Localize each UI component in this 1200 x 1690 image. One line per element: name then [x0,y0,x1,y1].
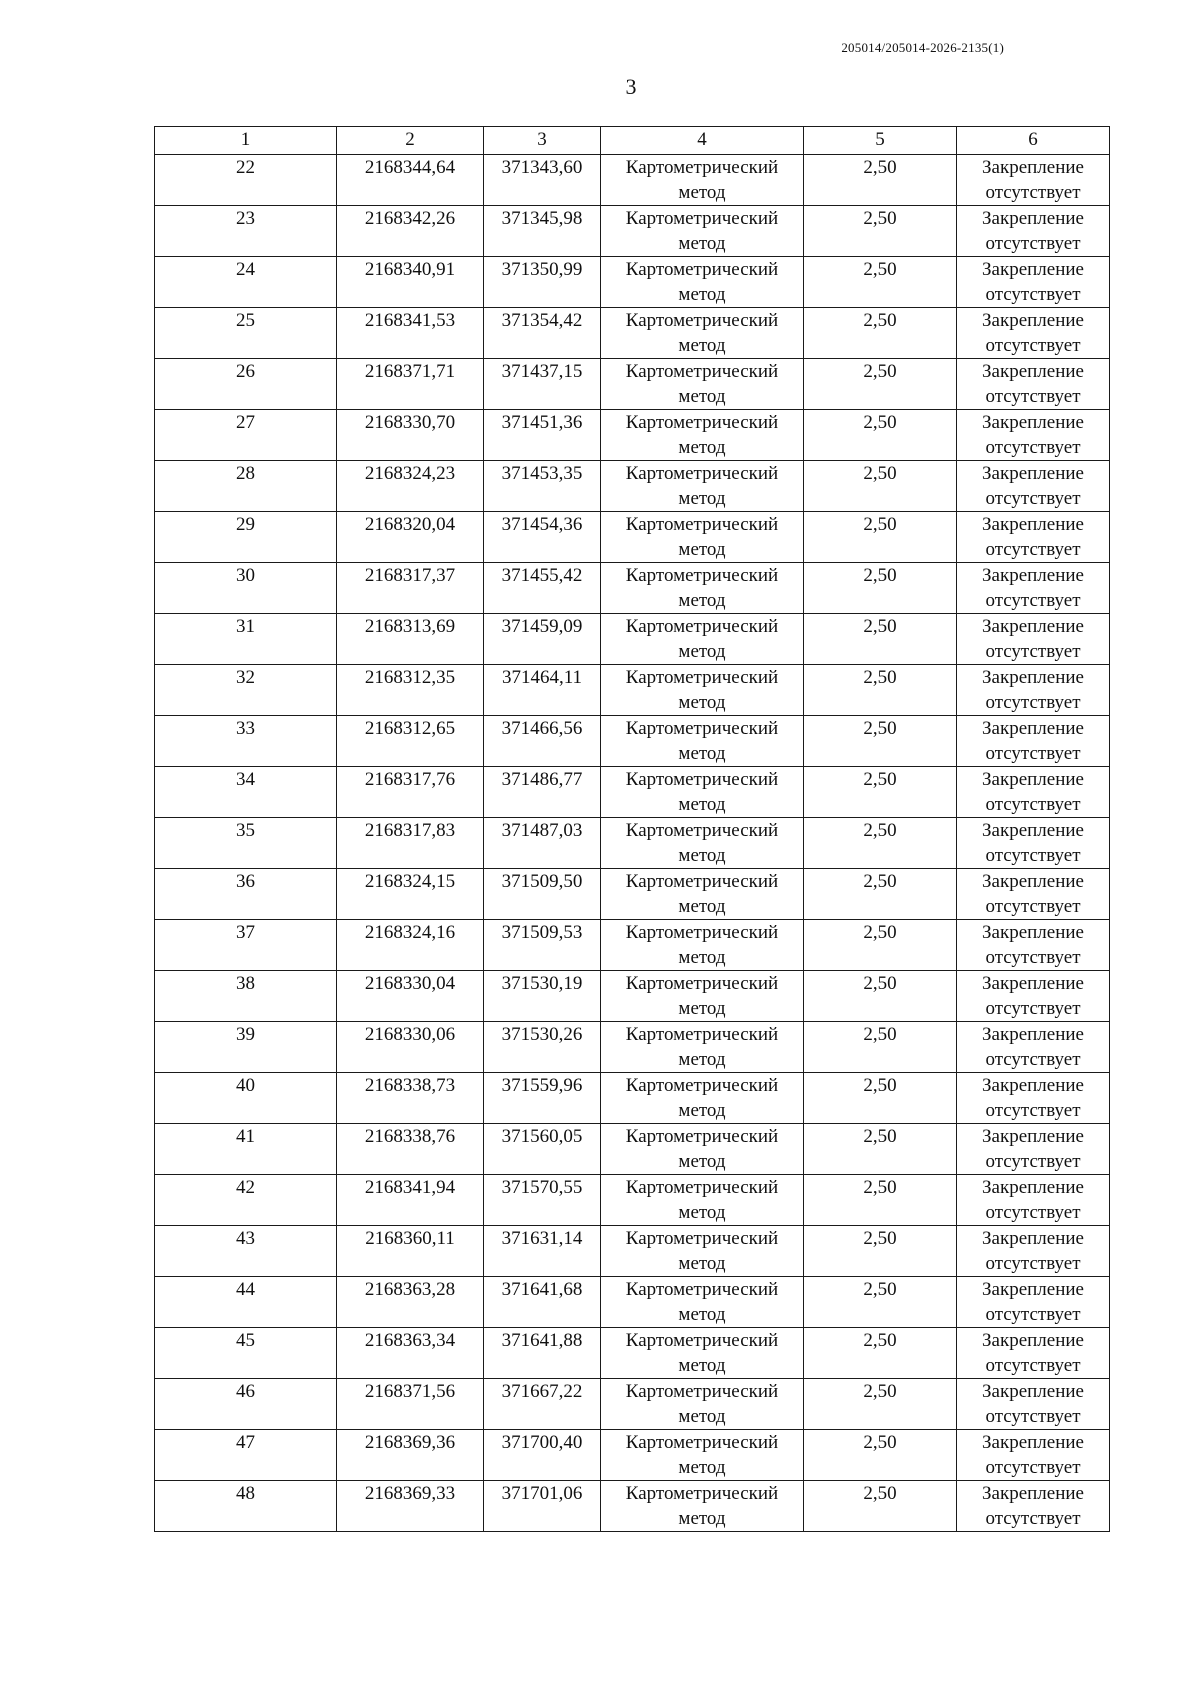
precision-cell: 2,50 [804,1430,957,1481]
column-header: 5 [804,127,957,155]
precision-cell: 2,50 [804,308,957,359]
y-coordinate-cell: 371343,60 [484,155,601,206]
method-cell: Картометрический метод [601,563,804,614]
x-coordinate-cell: 2168369,33 [337,1481,484,1532]
column-header: 4 [601,127,804,155]
x-coordinate-cell: 2168330,06 [337,1022,484,1073]
method-cell: Картометрический метод [601,716,804,767]
x-coordinate-cell: 2168330,70 [337,410,484,461]
fixation-cell: Закрепление отсутствует [957,1073,1110,1124]
x-coordinate-cell: 2168344,64 [337,155,484,206]
method-cell: Картометрический метод [601,1124,804,1175]
method-cell: Картометрический метод [601,1226,804,1277]
fixation-cell: Закрепление отсутствует [957,767,1110,818]
precision-cell: 2,50 [804,614,957,665]
fixation-cell: Закрепление отсутствует [957,1481,1110,1532]
method-cell: Картометрический метод [601,512,804,563]
y-coordinate-cell: 371459,09 [484,614,601,665]
precision-cell: 2,50 [804,359,957,410]
method-cell: Картометрический метод [601,1175,804,1226]
table-row [155,1073,1110,1124]
fixation-cell: Закрепление отсутствует [957,206,1110,257]
point-number-cell: 48 [155,1481,337,1532]
table-row [155,308,1110,359]
fixation-cell: Закрепление отсутствует [957,359,1110,410]
precision-cell: 2,50 [804,665,957,716]
point-number-cell: 27 [155,410,337,461]
y-coordinate-cell: 371437,15 [484,359,601,410]
x-coordinate-cell: 2168338,73 [337,1073,484,1124]
x-coordinate-cell: 2168313,69 [337,614,484,665]
x-coordinate-cell: 2168324,23 [337,461,484,512]
x-coordinate-cell: 2168320,04 [337,512,484,563]
fixation-cell: Закрепление отсутствует [957,1379,1110,1430]
precision-cell: 2,50 [804,971,957,1022]
y-coordinate-cell: 371530,19 [484,971,601,1022]
precision-cell: 2,50 [804,1124,957,1175]
point-number-cell: 38 [155,971,337,1022]
y-coordinate-cell: 371453,35 [484,461,601,512]
coordinates-table [154,126,1110,1532]
precision-cell: 2,50 [804,1277,957,1328]
point-number-cell: 45 [155,1328,337,1379]
y-coordinate-cell: 371667,22 [484,1379,601,1430]
fixation-cell: Закрепление отсутствует [957,1175,1110,1226]
y-coordinate-cell: 371354,42 [484,308,601,359]
fixation-cell: Закрепление отсутствует [957,155,1110,206]
point-number-cell: 22 [155,155,337,206]
fixation-cell: Закрепление отсутствует [957,1277,1110,1328]
precision-cell: 2,50 [804,1226,957,1277]
point-number-cell: 34 [155,767,337,818]
table-row [155,257,1110,308]
method-cell: Картометрический метод [601,461,804,512]
table-row [155,1379,1110,1430]
y-coordinate-cell: 371350,99 [484,257,601,308]
y-coordinate-cell: 371345,98 [484,206,601,257]
y-coordinate-cell: 371700,40 [484,1430,601,1481]
y-coordinate-cell: 371466,56 [484,716,601,767]
precision-cell: 2,50 [804,410,957,461]
table-row [155,1175,1110,1226]
x-coordinate-cell: 2168338,76 [337,1124,484,1175]
point-number-cell: 43 [155,1226,337,1277]
precision-cell: 2,50 [804,1022,957,1073]
point-number-cell: 24 [155,257,337,308]
point-number-cell: 31 [155,614,337,665]
method-cell: Картометрический метод [601,665,804,716]
method-cell: Картометрический метод [601,767,804,818]
y-coordinate-cell: 371451,36 [484,410,601,461]
fixation-cell: Закрепление отсутствует [957,869,1110,920]
fixation-cell: Закрепление отсутствует [957,614,1110,665]
table-row [155,1124,1110,1175]
table-row [155,920,1110,971]
method-cell: Картометрический метод [601,971,804,1022]
table-row [155,410,1110,461]
y-coordinate-cell: 371560,05 [484,1124,601,1175]
point-number-cell: 26 [155,359,337,410]
precision-cell: 2,50 [804,716,957,767]
table-row [155,767,1110,818]
point-number-cell: 41 [155,1124,337,1175]
point-number-cell: 25 [155,308,337,359]
x-coordinate-cell: 2168360,11 [337,1226,484,1277]
fixation-cell: Закрепление отсутствует [957,257,1110,308]
table-row [155,206,1110,257]
method-cell: Картометрический метод [601,206,804,257]
y-coordinate-cell: 371631,14 [484,1226,601,1277]
table-body [155,155,1110,1532]
precision-cell: 2,50 [804,818,957,869]
table-row [155,818,1110,869]
precision-cell: 2,50 [804,563,957,614]
x-coordinate-cell: 2168341,94 [337,1175,484,1226]
fixation-cell: Закрепление отсутствует [957,410,1110,461]
precision-cell: 2,50 [804,461,957,512]
table-row [155,563,1110,614]
x-coordinate-cell: 2168363,34 [337,1328,484,1379]
fixation-cell: Закрепление отсутствует [957,1430,1110,1481]
precision-cell: 2,50 [804,920,957,971]
table-row [155,155,1110,206]
point-number-cell: 44 [155,1277,337,1328]
x-coordinate-cell: 2168312,35 [337,665,484,716]
document-id: 205014/205014-2026-2135(1) [841,40,1004,55]
y-coordinate-cell: 371559,96 [484,1073,601,1124]
y-coordinate-cell: 371641,68 [484,1277,601,1328]
method-cell: Картометрический метод [601,257,804,308]
fixation-cell: Закрепление отсутствует [957,1124,1110,1175]
y-coordinate-cell: 371464,11 [484,665,601,716]
y-coordinate-cell: 371641,88 [484,1328,601,1379]
fixation-cell: Закрепление отсутствует [957,716,1110,767]
x-coordinate-cell: 2168324,16 [337,920,484,971]
x-coordinate-cell: 2168363,28 [337,1277,484,1328]
x-coordinate-cell: 2168317,83 [337,818,484,869]
precision-cell: 2,50 [804,1073,957,1124]
table-row [155,971,1110,1022]
point-number-cell: 47 [155,1430,337,1481]
fixation-cell: Закрепление отсутствует [957,512,1110,563]
y-coordinate-cell: 371530,26 [484,1022,601,1073]
point-number-cell: 30 [155,563,337,614]
x-coordinate-cell: 2168317,76 [337,767,484,818]
fixation-cell: Закрепление отсутствует [957,1328,1110,1379]
method-cell: Картометрический метод [601,410,804,461]
method-cell: Картометрический метод [601,1277,804,1328]
fixation-cell: Закрепление отсутствует [957,461,1110,512]
method-cell: Картометрический метод [601,920,804,971]
method-cell: Картометрический метод [601,1073,804,1124]
point-number-cell: 23 [155,206,337,257]
y-coordinate-cell: 371455,42 [484,563,601,614]
point-number-cell: 40 [155,1073,337,1124]
method-cell: Картометрический метод [601,818,804,869]
table-row [155,1277,1110,1328]
x-coordinate-cell: 2168312,65 [337,716,484,767]
table-row [155,665,1110,716]
x-coordinate-cell: 2168330,04 [337,971,484,1022]
y-coordinate-cell: 371454,36 [484,512,601,563]
precision-cell: 2,50 [804,206,957,257]
method-cell: Картометрический метод [601,614,804,665]
table-row [155,512,1110,563]
fixation-cell: Закрепление отсутствует [957,920,1110,971]
method-cell: Картометрический метод [601,359,804,410]
point-number-cell: 42 [155,1175,337,1226]
point-number-cell: 46 [155,1379,337,1430]
method-cell: Картометрический метод [601,1481,804,1532]
table-row [155,1430,1110,1481]
x-coordinate-cell: 2168340,91 [337,257,484,308]
point-number-cell: 35 [155,818,337,869]
point-number-cell: 29 [155,512,337,563]
fixation-cell: Закрепление отсутствует [957,308,1110,359]
method-cell: Картометрический метод [601,308,804,359]
table-row [155,614,1110,665]
x-coordinate-cell: 2168317,37 [337,563,484,614]
y-coordinate-cell: 371570,55 [484,1175,601,1226]
fixation-cell: Закрепление отсутствует [957,971,1110,1022]
table-row [155,1022,1110,1073]
table-row [155,1481,1110,1532]
header-row [155,127,1110,155]
point-number-cell: 28 [155,461,337,512]
table-row [155,869,1110,920]
point-number-cell: 37 [155,920,337,971]
point-number-cell: 36 [155,869,337,920]
precision-cell: 2,50 [804,155,957,206]
column-header: 3 [484,127,601,155]
table-header [155,127,1110,155]
x-coordinate-cell: 2168369,36 [337,1430,484,1481]
method-cell: Картометрический метод [601,155,804,206]
x-coordinate-cell: 2168371,71 [337,359,484,410]
precision-cell: 2,50 [804,1175,957,1226]
table-row [155,359,1110,410]
method-cell: Картометрический метод [601,1328,804,1379]
fixation-cell: Закрепление отсутствует [957,665,1110,716]
precision-cell: 2,50 [804,1481,957,1532]
page-number: 3 [625,74,637,99]
method-cell: Картометрический метод [601,869,804,920]
x-coordinate-cell: 2168324,15 [337,869,484,920]
y-coordinate-cell: 371509,50 [484,869,601,920]
fixation-cell: Закрепление отсутствует [957,818,1110,869]
precision-cell: 2,50 [804,869,957,920]
fixation-cell: Закрепление отсутствует [957,563,1110,614]
table-row [155,1226,1110,1277]
precision-cell: 2,50 [804,512,957,563]
x-coordinate-cell: 2168371,56 [337,1379,484,1430]
precision-cell: 2,50 [804,1328,957,1379]
y-coordinate-cell: 371701,06 [484,1481,601,1532]
column-header: 2 [337,127,484,155]
column-header: 1 [155,127,337,155]
x-coordinate-cell: 2168341,53 [337,308,484,359]
table-row [155,461,1110,512]
y-coordinate-cell: 371509,53 [484,920,601,971]
column-header: 6 [957,127,1110,155]
method-cell: Картометрический метод [601,1022,804,1073]
method-cell: Картометрический метод [601,1430,804,1481]
point-number-cell: 33 [155,716,337,767]
method-cell: Картометрический метод [601,1379,804,1430]
fixation-cell: Закрепление отсутствует [957,1022,1110,1073]
precision-cell: 2,50 [804,767,957,818]
x-coordinate-cell: 2168342,26 [337,206,484,257]
precision-cell: 2,50 [804,257,957,308]
y-coordinate-cell: 371486,77 [484,767,601,818]
precision-cell: 2,50 [804,1379,957,1430]
point-number-cell: 32 [155,665,337,716]
table-row [155,716,1110,767]
table-row [155,1328,1110,1379]
fixation-cell: Закрепление отсутствует [957,1226,1110,1277]
point-number-cell: 39 [155,1022,337,1073]
y-coordinate-cell: 371487,03 [484,818,601,869]
